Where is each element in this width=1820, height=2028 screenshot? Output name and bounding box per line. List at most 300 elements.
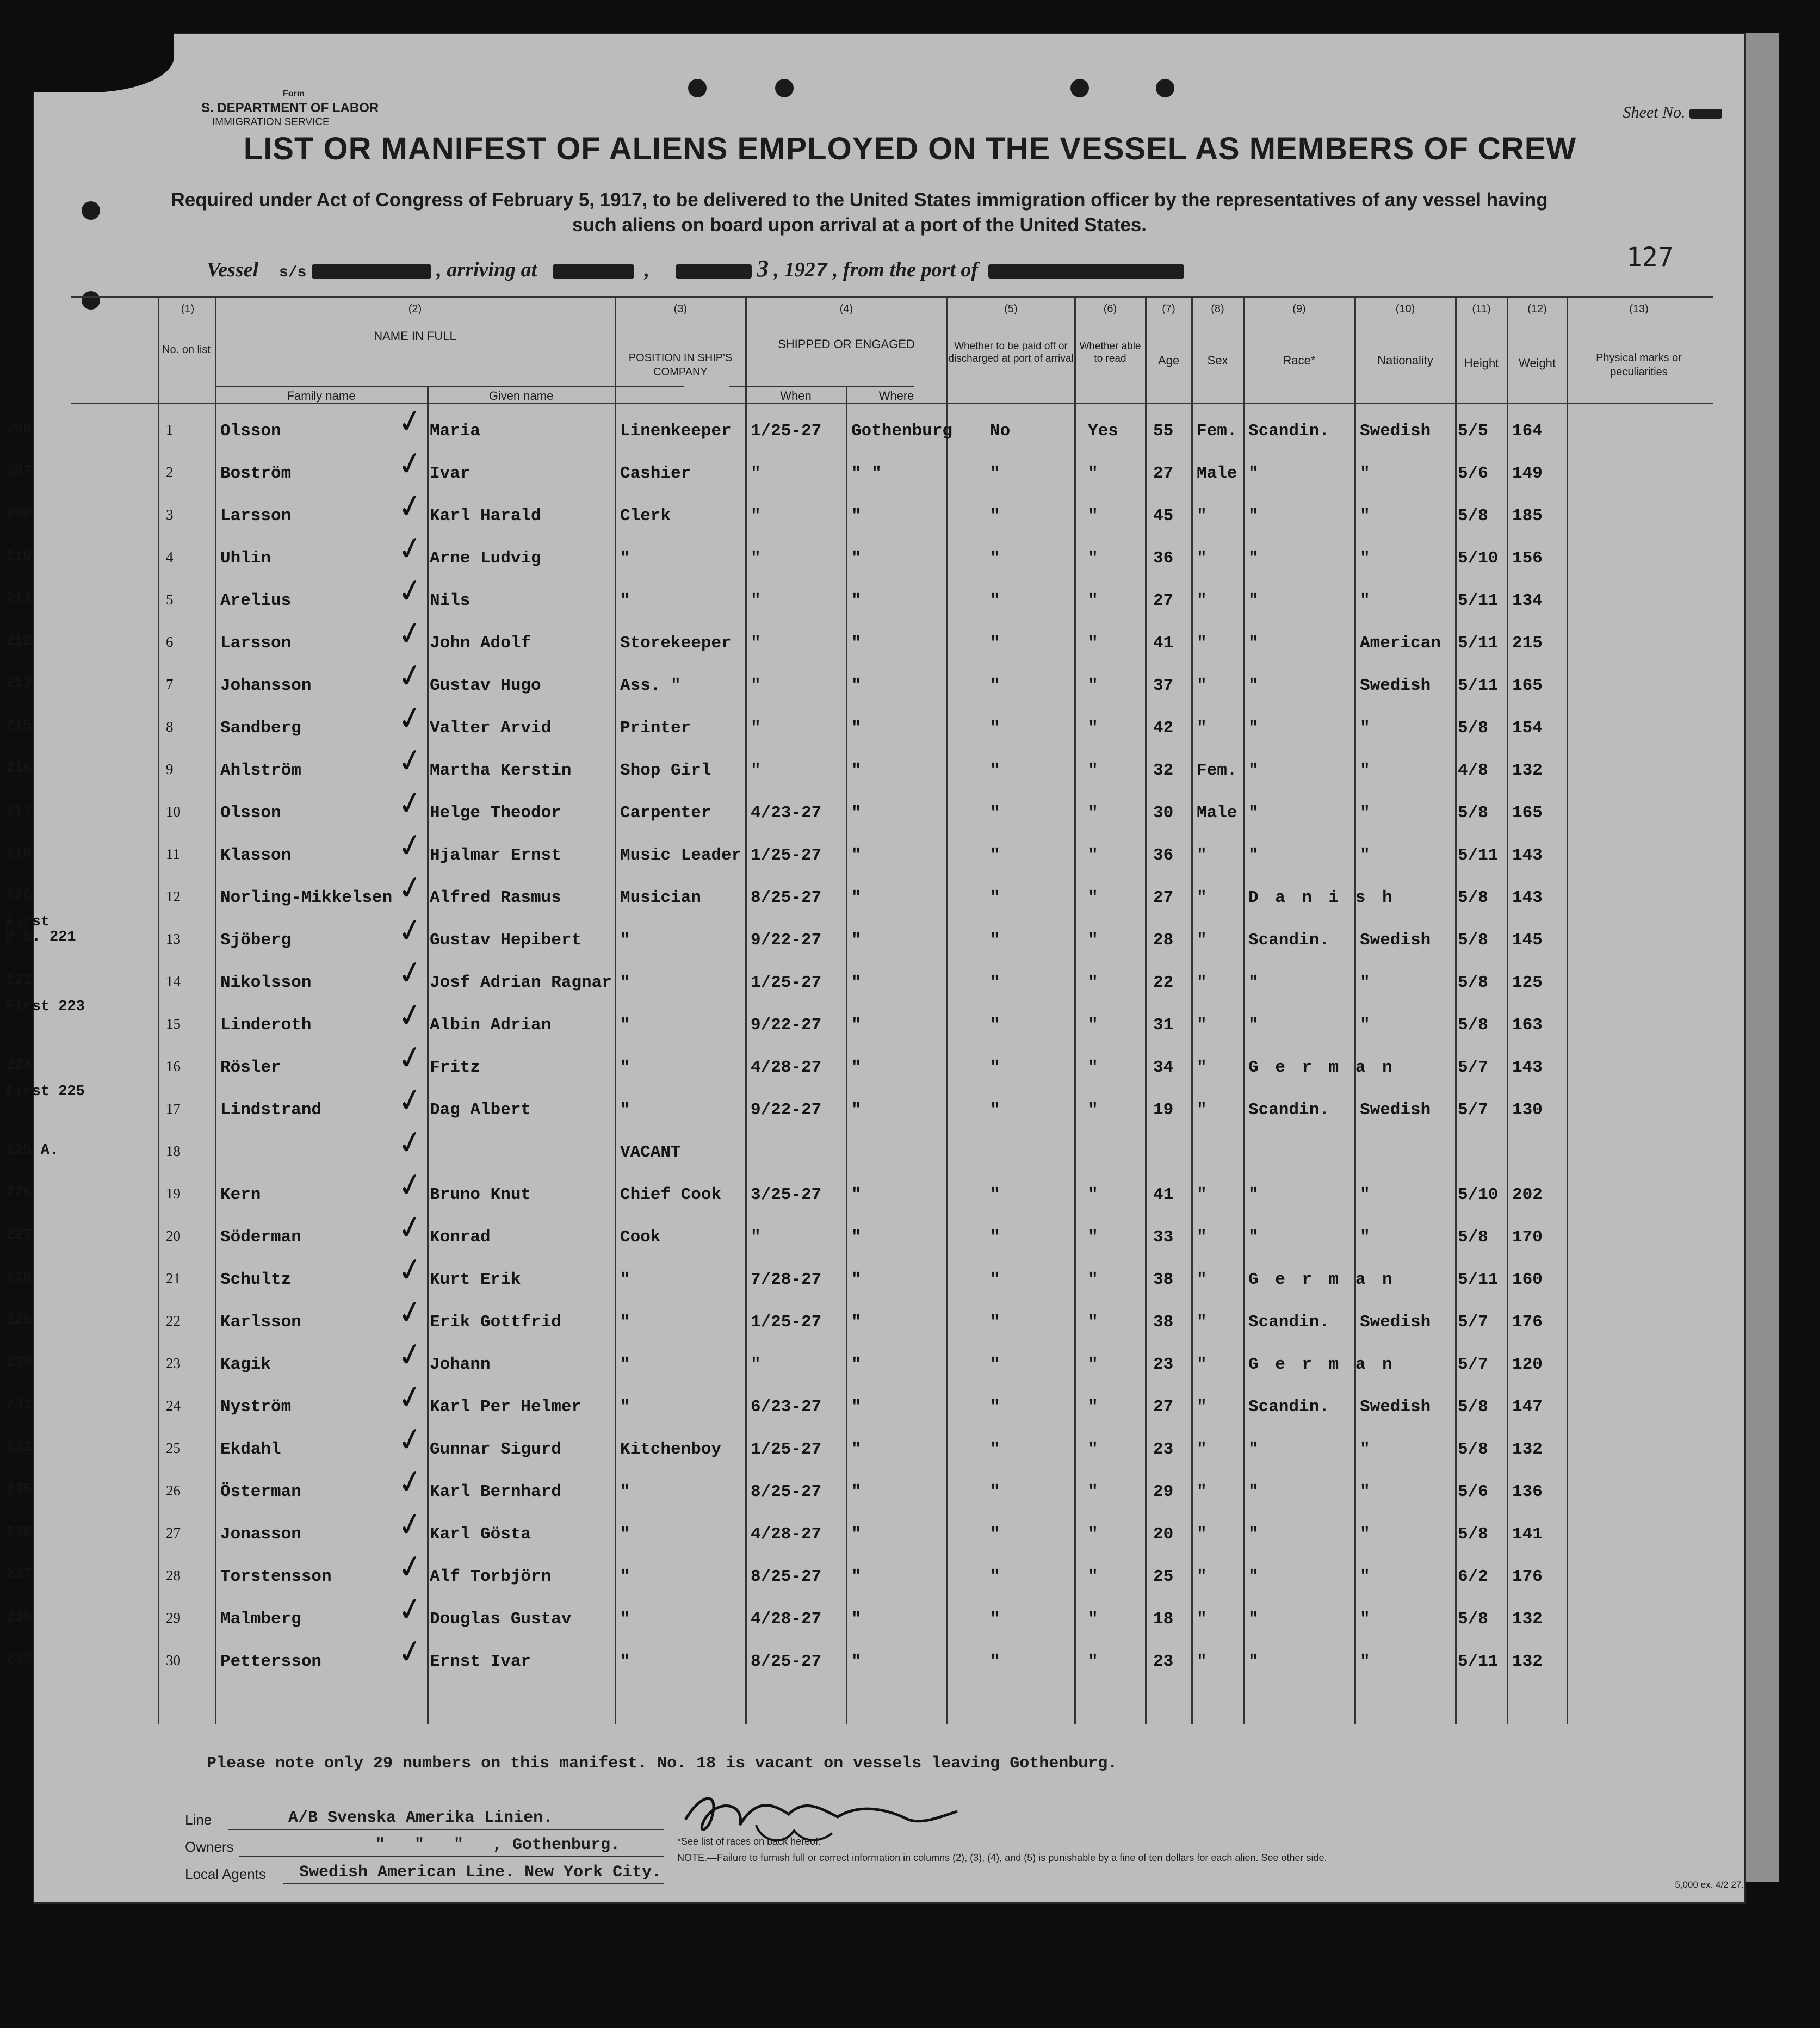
col-9-number: (9) <box>1292 303 1306 315</box>
col-13-number: (13) <box>1629 303 1649 315</box>
check-mark-icon: ✓ <box>393 401 427 442</box>
family-name: Jonasson <box>220 1525 301 1544</box>
shipped-where: " <box>851 1228 862 1247</box>
check-mark-icon: ✓ <box>393 868 427 908</box>
weight: 215 <box>1512 634 1543 653</box>
weight: 134 <box>1512 591 1543 610</box>
height: 4/8 <box>1458 761 1488 780</box>
list-number: 23 <box>166 1355 181 1371</box>
margin-number: 232 <box>5 1439 32 1456</box>
shipped-where: " <box>851 931 862 950</box>
header-marks: Physical marks or peculiarities <box>1596 352 1682 378</box>
races-footnote: *See list of races on back hereof. <box>677 1836 821 1847</box>
list-number: 13 <box>166 931 181 947</box>
punch-hole <box>82 201 100 220</box>
table-row <box>5 1504 1713 1556</box>
position: " <box>620 591 630 610</box>
family-name: Ahlström <box>220 761 301 780</box>
nationality: " <box>1360 719 1370 738</box>
shipped-when: 1/25-27 <box>751 973 822 992</box>
position: Carpenter <box>620 803 711 823</box>
able-to-read: " <box>1088 549 1098 568</box>
sex: Fem. <box>1197 422 1237 441</box>
paid-off: " <box>990 888 1000 907</box>
page-number: 127 <box>1626 242 1674 273</box>
shipped-where: " <box>851 1652 862 1671</box>
height: 5/8 <box>1458 973 1488 992</box>
owners-value: " " " , Gothenburg. <box>375 1836 621 1854</box>
weight: 164 <box>1512 422 1543 441</box>
shipped-when: 9/22-27 <box>751 1016 822 1035</box>
height: 5/10 <box>1458 549 1499 568</box>
paid-off: " <box>990 931 1000 950</box>
given-name: Karl Bernhard <box>430 1482 561 1501</box>
check-mark-icon: ✓ <box>393 1462 427 1503</box>
given-name: Nils <box>430 591 471 610</box>
shipped-when: 8/25-27 <box>751 1482 822 1501</box>
height: 5/8 <box>1458 1016 1488 1035</box>
weight: 170 <box>1512 1228 1543 1247</box>
age: 38 <box>1153 1313 1174 1332</box>
age: 29 <box>1153 1482 1174 1501</box>
list-number: 7 <box>166 676 174 693</box>
position: " <box>620 549 630 568</box>
margin-number: 227 <box>5 1227 32 1244</box>
height: 5/8 <box>1458 1525 1488 1544</box>
margin-number: 222 <box>5 973 32 989</box>
header-no-on-list: No. on list <box>162 344 211 356</box>
position: " <box>620 1016 630 1035</box>
table-row <box>5 1207 1713 1259</box>
shipped-where: " <box>851 1313 862 1332</box>
check-mark-icon: ✓ <box>393 1122 427 1163</box>
sheet-number <box>1623 103 1722 122</box>
position: " <box>620 1058 630 1077</box>
nationality: " <box>1360 1525 1370 1544</box>
sex: " <box>1197 1016 1207 1035</box>
margin-number: 220 <box>5 888 32 904</box>
weight: 120 <box>1512 1355 1543 1374</box>
age: 41 <box>1153 1185 1174 1204</box>
page-title: LIST OR MANIFEST OF ALIENS EMPLOYED ON THE VESSEL AS MEMBERS OF CREW <box>243 131 1577 166</box>
shipped-where: " <box>851 1610 862 1629</box>
owners-rule <box>239 1856 664 1857</box>
given-name: Konrad <box>430 1228 491 1247</box>
age: 27 <box>1153 464 1174 483</box>
able-to-read: " <box>1088 634 1098 653</box>
agents-value: Swedish American Line. New York City. <box>299 1863 662 1882</box>
list-number: 2 <box>166 464 174 480</box>
paid-off: " <box>990 1567 1000 1586</box>
sex: " <box>1197 1398 1207 1417</box>
nationality: Swedish <box>1360 1100 1431 1120</box>
table-row <box>5 443 1713 496</box>
race: " <box>1248 803 1259 823</box>
paid-off: " <box>990 1355 1000 1374</box>
table-row <box>5 486 1713 538</box>
given-name: Ernst Ivar <box>430 1652 531 1671</box>
check-mark-icon: ✓ <box>393 1334 427 1375</box>
weight: 132 <box>1512 1610 1543 1629</box>
vessel-line: Vessel s/s , arriving at , 3 , 1927 , from the port of <box>207 255 1184 283</box>
able-to-read: " <box>1088 1525 1098 1544</box>
header-height: Height <box>1464 356 1499 370</box>
sex: " <box>1197 1313 1207 1332</box>
family-name: Linderoth <box>220 1016 312 1035</box>
age: 34 <box>1153 1058 1174 1077</box>
nationality: " <box>1360 1652 1370 1671</box>
check-mark-icon: ✓ <box>393 1547 427 1587</box>
weight: 143 <box>1512 846 1543 865</box>
paid-off: " <box>990 973 1000 992</box>
col-5-number: (5) <box>1004 303 1018 315</box>
age: 22 <box>1153 973 1174 992</box>
nationality: " <box>1360 1228 1370 1247</box>
sheet-label: Sheet No. <box>1623 103 1686 121</box>
table-row <box>5 1250 1713 1302</box>
table-row <box>5 1080 1713 1132</box>
agents-rule <box>283 1883 664 1884</box>
position: Shop Girl <box>620 761 711 780</box>
nationality: " <box>1360 1482 1370 1501</box>
col-7-number: (7) <box>1162 303 1175 315</box>
race: Scandin. <box>1248 422 1329 441</box>
table-row <box>5 825 1713 877</box>
list-number: 1 <box>166 422 174 438</box>
age: 27 <box>1153 1398 1174 1417</box>
nationality: " <box>1360 1016 1370 1035</box>
check-mark-icon: ✓ <box>393 1377 427 1418</box>
sex: " <box>1197 719 1207 738</box>
paid-off: " <box>990 719 1000 738</box>
header-given-name: Given name <box>488 389 554 403</box>
check-mark-icon: ✓ <box>393 1419 427 1460</box>
list-number: 5 <box>166 591 174 608</box>
weight: 160 <box>1512 1270 1543 1289</box>
family-name: Larsson <box>220 506 292 525</box>
height: 6/2 <box>1458 1567 1488 1586</box>
race: " <box>1248 676 1259 695</box>
position: " <box>620 1313 630 1332</box>
paid-off: " <box>990 1313 1000 1332</box>
age: 32 <box>1153 761 1174 780</box>
age: 23 <box>1153 1440 1174 1459</box>
height: 5/8 <box>1458 931 1488 950</box>
page-subtitle: Required under Act of Congress of February 5, 1917, to be delivered to the United States immigration officer by the representatives of any vessel having such aliens on board upon arrival at a port of the United States. <box>171 189 1548 236</box>
height: 5/11 <box>1458 591 1499 610</box>
able-to-read: " <box>1088 931 1098 950</box>
race: " <box>1248 1610 1259 1629</box>
able-to-read: " <box>1088 1313 1098 1332</box>
position: Cook <box>620 1228 661 1247</box>
position: " <box>620 1652 630 1671</box>
weight: 165 <box>1512 803 1543 823</box>
shipped-where: " <box>851 719 862 738</box>
race: " <box>1248 1440 1259 1459</box>
table-row <box>5 910 1713 962</box>
redaction-bar <box>312 264 431 279</box>
table-row <box>5 1292 1713 1344</box>
margin-number: 239 <box>5 1652 32 1668</box>
sex: " <box>1197 931 1207 950</box>
shipped-where: " <box>851 761 862 780</box>
table-row <box>5 868 1713 920</box>
check-mark-icon: ✓ <box>393 1250 427 1290</box>
list-number: 18 <box>166 1143 181 1159</box>
nationality: " <box>1360 761 1370 780</box>
sex: " <box>1197 549 1207 568</box>
check-mark-icon: ✓ <box>393 528 427 569</box>
nationality: " <box>1360 1610 1370 1629</box>
shipped-when: 8/25-27 <box>751 1652 822 1671</box>
table-row <box>5 698 1713 750</box>
weight: 132 <box>1512 761 1543 780</box>
paid-off: No <box>990 422 1011 441</box>
paid-off: " <box>990 1185 1000 1204</box>
list-number: 24 <box>166 1398 181 1414</box>
weight: 156 <box>1512 549 1543 568</box>
age: 36 <box>1153 846 1174 865</box>
race: " <box>1248 719 1259 738</box>
header-paid-off: Whether to be paid off or discharged at port of arrival <box>948 341 1074 364</box>
margin-number: 230 <box>5 1355 32 1371</box>
age: 55 <box>1153 422 1174 441</box>
height: 5/8 <box>1458 719 1488 738</box>
punch-hole <box>1070 79 1089 97</box>
position: Music Leader <box>620 846 742 865</box>
table-row <box>5 1122 1713 1174</box>
header-where: Where <box>878 389 914 403</box>
shipped-where: " <box>851 888 862 907</box>
redaction-bar <box>1689 109 1722 119</box>
margin-number: 238 <box>5 1609 32 1625</box>
age: 38 <box>1153 1270 1174 1289</box>
check-mark-icon: ✓ <box>393 1037 427 1078</box>
age: 45 <box>1153 506 1174 525</box>
margin-number: 212 <box>5 633 32 650</box>
given-name: Erik Gottfrid <box>430 1313 561 1332</box>
list-number: 15 <box>166 1016 181 1032</box>
sex: " <box>1197 676 1207 695</box>
nationality: Swedish <box>1360 1313 1431 1332</box>
family-name: Larsson <box>220 634 292 653</box>
position: Chief Cook <box>620 1185 722 1204</box>
height: 5/11 <box>1458 1652 1499 1671</box>
family-name: Nikolsson <box>220 973 312 992</box>
list-number: 30 <box>166 1652 181 1668</box>
age: 23 <box>1153 1355 1174 1374</box>
shipped-when: 1/25-27 <box>751 422 822 441</box>
given-name: Kurt Erik <box>430 1270 521 1289</box>
table-row <box>5 1589 1713 1641</box>
line-value: A/B Svenska Amerika Linien. <box>288 1809 553 1827</box>
family-name: Torstensson <box>220 1567 332 1586</box>
sex: " <box>1197 634 1207 653</box>
shipped-when: " <box>751 634 761 653</box>
margin-number: 225 A. <box>5 1142 59 1159</box>
shipped-where: " <box>851 506 862 525</box>
able-to-read: " <box>1088 846 1098 865</box>
able-to-read: " <box>1088 1016 1098 1035</box>
position: Printer <box>620 719 691 738</box>
shipped-when: 6/23-27 <box>751 1398 822 1417</box>
check-mark-icon: ✓ <box>393 571 427 611</box>
shipped-when: 4/23-27 <box>751 803 822 823</box>
margin-number: 213 <box>5 676 32 692</box>
age: 28 <box>1153 931 1174 950</box>
race: " <box>1248 1228 1259 1247</box>
able-to-read: " <box>1088 506 1098 525</box>
sex: " <box>1197 1525 1207 1544</box>
position: " <box>620 1482 630 1501</box>
paid-off: " <box>990 1058 1000 1077</box>
shipped-where: " <box>851 1058 862 1077</box>
shipped-where: " <box>851 846 862 865</box>
able-to-read: " <box>1088 1440 1098 1459</box>
margin-number: First 223 <box>5 999 85 1015</box>
able-to-read: " <box>1088 1355 1098 1374</box>
check-mark-icon: ✓ <box>393 486 427 527</box>
weight: 176 <box>1512 1313 1543 1332</box>
age: 30 <box>1153 803 1174 823</box>
table-row <box>5 740 1713 793</box>
nationality: " <box>1360 591 1370 610</box>
race: " <box>1248 1016 1259 1035</box>
shipped-where: " <box>851 1355 862 1374</box>
given-name: Dag Albert <box>430 1100 531 1120</box>
able-to-read: " <box>1088 591 1098 610</box>
table-row <box>5 401 1713 453</box>
col-1-number: (1) <box>181 303 195 315</box>
family-name: Karlsson <box>220 1313 301 1332</box>
list-number: 16 <box>166 1058 181 1074</box>
able-to-read: " <box>1088 719 1098 738</box>
position: " <box>620 1100 630 1120</box>
able-to-read: " <box>1088 1567 1098 1586</box>
list-number: 29 <box>166 1610 181 1626</box>
list-number: 21 <box>166 1270 181 1287</box>
header-race: Race* <box>1283 354 1316 367</box>
paid-off: " <box>990 506 1000 525</box>
check-mark-icon: ✓ <box>393 613 427 654</box>
position: VACANT <box>620 1143 681 1162</box>
shipped-when: 3/25-27 <box>751 1185 822 1204</box>
paid-off: " <box>990 1610 1000 1629</box>
header-weight: Weight <box>1518 356 1556 370</box>
nationality: " <box>1360 464 1370 483</box>
height: 5/7 <box>1458 1313 1488 1332</box>
family-name: Ekdahl <box>220 1440 281 1459</box>
family-name: Rösler <box>220 1058 281 1077</box>
race: Scandin. <box>1248 1398 1329 1417</box>
race: " <box>1248 1525 1259 1544</box>
sex: Fem. <box>1197 761 1237 780</box>
col-8-number: (8) <box>1211 303 1224 315</box>
margin-number: 206 <box>5 421 32 437</box>
given-name: Martha Kerstin <box>430 761 572 780</box>
punch-hole <box>775 79 794 97</box>
shipped-where: " <box>851 1016 862 1035</box>
sex: " <box>1197 1610 1207 1629</box>
weight: 202 <box>1512 1185 1543 1204</box>
weight: 143 <box>1512 888 1543 907</box>
margin-number: 210 <box>5 548 32 565</box>
table-row <box>5 528 1713 580</box>
height: 5/7 <box>1458 1355 1488 1374</box>
able-to-read: " <box>1088 1228 1098 1247</box>
family-name: Norling-Mikkelsen <box>220 888 393 907</box>
col-3-number: (3) <box>673 303 688 315</box>
able-to-read: " <box>1088 1058 1098 1077</box>
check-mark-icon: ✓ <box>393 1631 427 1672</box>
able-to-read: " <box>1088 1100 1098 1120</box>
height: 5/8 <box>1458 1398 1488 1417</box>
age: 41 <box>1153 634 1174 653</box>
shipped-where: " <box>851 1567 862 1586</box>
vessel-prefix: s/s <box>279 264 307 281</box>
age: 42 <box>1153 719 1174 738</box>
col-12-number: (12) <box>1527 303 1547 315</box>
sex: " <box>1197 888 1207 907</box>
given-name: Alfred Rasmus <box>430 888 561 907</box>
margin-number: 229 <box>5 1312 32 1328</box>
agents-label: Local Agents <box>185 1866 266 1882</box>
paid-off: " <box>990 1270 1000 1289</box>
shipped-when: 4/28-27 <box>751 1525 822 1544</box>
weight: 165 <box>1512 676 1543 695</box>
position: Linenkeeper <box>620 422 732 441</box>
family-name: Olsson <box>220 422 281 441</box>
shipped-where: " <box>851 676 862 695</box>
weight: 149 <box>1512 464 1543 483</box>
margin-number: 215 <box>5 718 32 734</box>
height: 5/7 <box>1458 1100 1488 1120</box>
shipped-where: " <box>851 591 862 610</box>
shipped-where: " <box>851 973 862 992</box>
shipped-when: 1/25-27 <box>751 1440 822 1459</box>
height: 5/11 <box>1458 634 1499 653</box>
weight: 147 <box>1512 1398 1543 1417</box>
family-name: Klasson <box>220 846 292 865</box>
list-number: 11 <box>166 846 180 862</box>
race: " <box>1248 591 1259 610</box>
failure-footnote: NOTE.—Failure to furnish full or correct information in columns (2), (3), (4), and (5) is punishable by a fine of ten dollars for each alien. See other side. <box>677 1852 1327 1863</box>
age: 19 <box>1153 1100 1174 1120</box>
height: 5/11 <box>1458 676 1499 695</box>
list-number: 26 <box>166 1482 181 1499</box>
family-name: Söderman <box>220 1228 301 1247</box>
weight: 141 <box>1512 1525 1543 1544</box>
given-name: Gunnar Sigurd <box>430 1440 561 1459</box>
able-to-read: " <box>1088 1398 1098 1417</box>
race: " <box>1248 464 1259 483</box>
form-label: Form <box>283 89 305 98</box>
able-to-read: " <box>1088 761 1098 780</box>
nationality: Swedish <box>1360 422 1431 441</box>
check-mark-icon: ✓ <box>393 1589 427 1630</box>
check-mark-icon: ✓ <box>393 1080 427 1121</box>
position: Cashier <box>620 464 691 483</box>
able-to-read: " <box>1088 1270 1098 1289</box>
height: 5/8 <box>1458 1440 1488 1459</box>
sex: Male <box>1197 803 1237 823</box>
margin-number: 236 <box>5 1524 32 1541</box>
list-number: 14 <box>166 973 181 990</box>
given-name: Helge Theodor <box>430 803 561 823</box>
nationality: Swedish <box>1360 931 1431 950</box>
race: D a n i s h <box>1248 888 1396 907</box>
line-rule <box>228 1829 664 1830</box>
